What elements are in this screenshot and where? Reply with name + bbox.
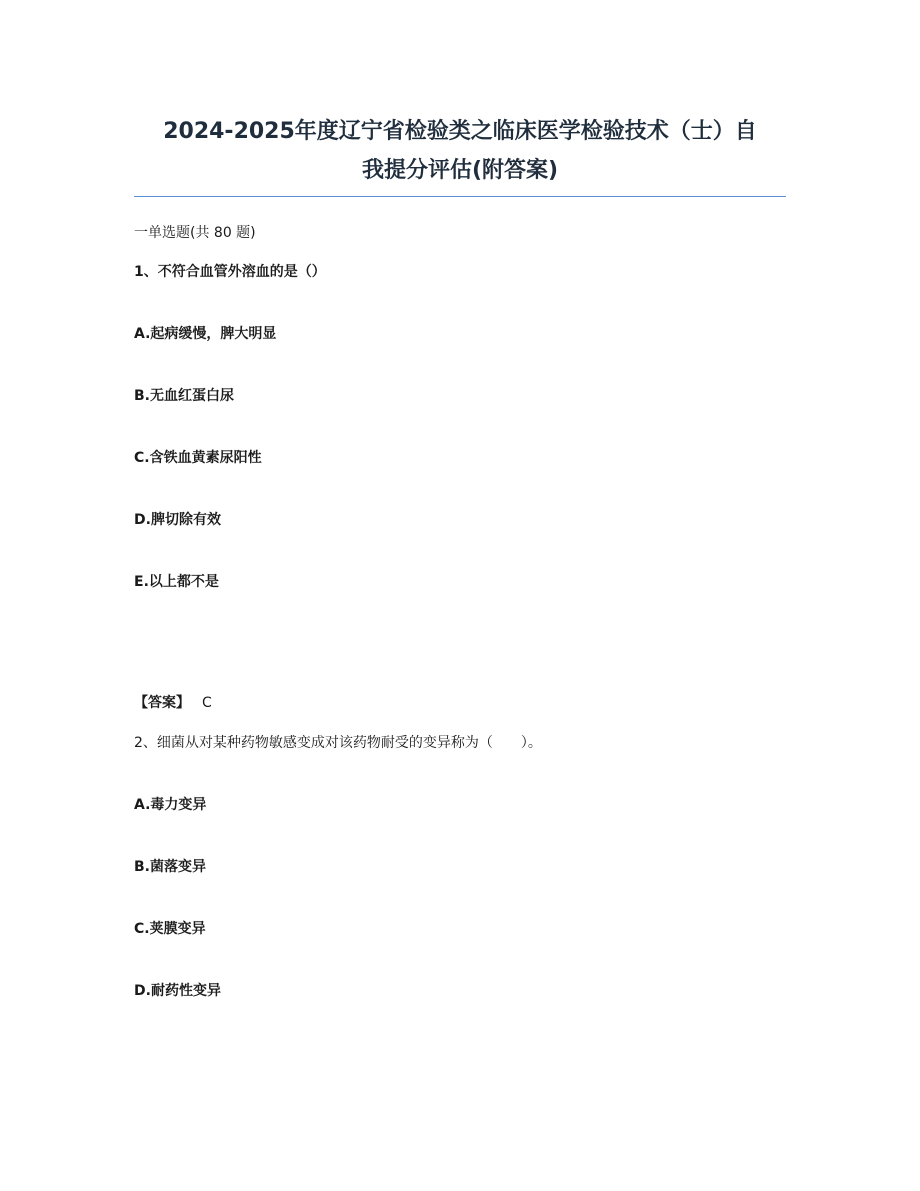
question-2-option-d: D.耐药性变异 xyxy=(134,983,221,999)
question-2-option-a: A.毒力变异 xyxy=(134,797,207,813)
question-2-option-b: B.菌落变异 xyxy=(134,859,206,875)
answer-value: C xyxy=(202,695,212,711)
title-divider xyxy=(134,196,786,197)
title-line-1: 2024-2025年度辽宁省检验类之临床医学检验技术（士）自 xyxy=(163,119,757,144)
answer-label: 【答案】 xyxy=(134,695,190,711)
question-1-option-a: A.起病缓慢，脾大明显 xyxy=(134,326,277,342)
section-heading: 一单选题(共 80 题) xyxy=(134,225,256,241)
document-title xyxy=(134,112,786,190)
question-2-option-c: C.荚膜变异 xyxy=(134,921,206,937)
question-1-answer xyxy=(134,693,212,713)
question-1-option-d: D.脾切除有效 xyxy=(134,512,221,528)
question-1-stem: 1、不符合血管外溶血的是（） xyxy=(134,264,326,280)
question-1-option-c: C.含铁血黄素尿阳性 xyxy=(134,450,262,466)
title-line-2: 我提分评估(附答案) xyxy=(361,158,559,183)
question-1-option-e: E.以上都不是 xyxy=(134,574,219,590)
question-2-stem: 2、细菌从对某种药物敏感变成对该药物耐受的变异称为（ ）。 xyxy=(134,735,542,751)
question-1-option-b: B.无血红蛋白尿 xyxy=(134,388,234,404)
